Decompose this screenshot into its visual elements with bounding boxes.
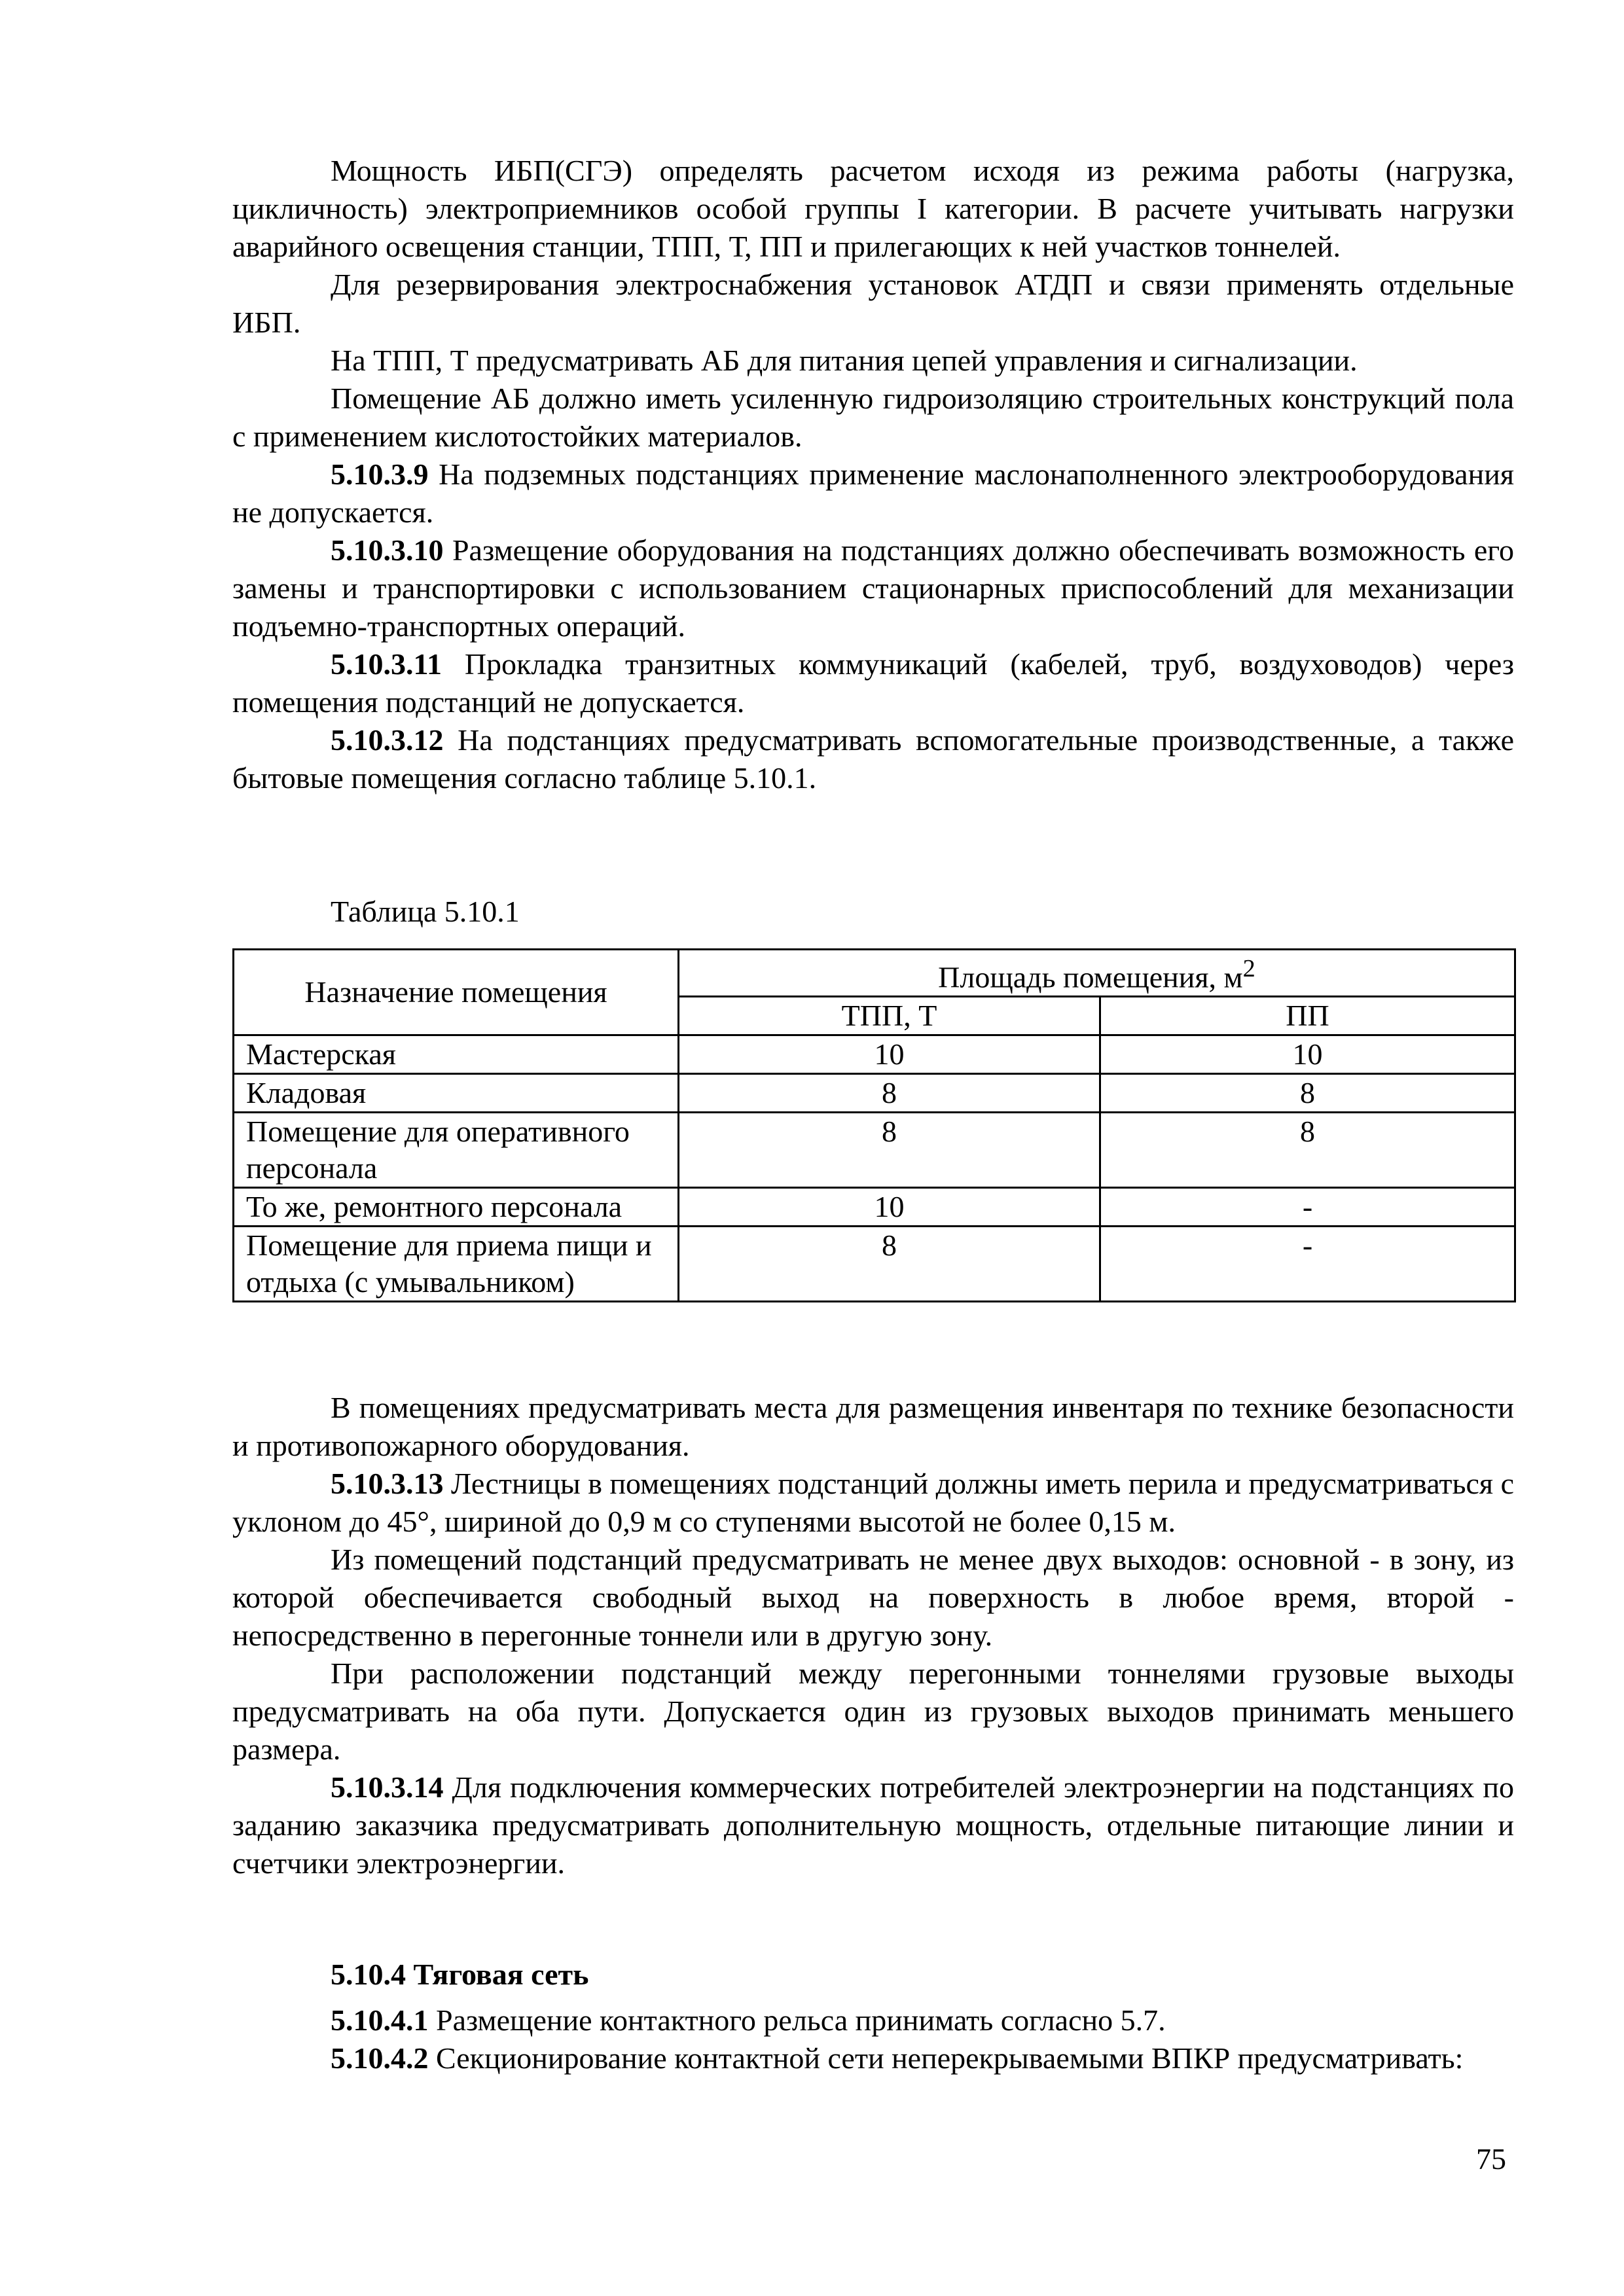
- clause-number: 5.10.3.12: [331, 723, 444, 757]
- paragraph: Мощность ИБП(СГЭ) определять расчетом исходя из режима работы (нагрузка, цикличность) электроприемников особой группы I категории. В расчете учитывать нагрузки аварийного освещения станции, ТПП, Т, ПП и прилегающих к ней участков тоннелей.: [232, 154, 1514, 263]
- clause-number: 5.10.4.2: [331, 2041, 429, 2075]
- clause-number: 5.10.3.9: [331, 457, 429, 491]
- cell-room: Помещение для оперативного персонала: [234, 1113, 679, 1188]
- top-text-block: [232, 152, 1514, 797]
- table-caption: Таблица 5.10.1: [331, 895, 520, 928]
- table-row: [234, 1113, 1515, 1188]
- clause-number: 5.10.3.13: [331, 1467, 444, 1500]
- header-room-area: Площадь помещения, $м^2$: [679, 950, 1515, 997]
- cell-tpp: 10: [679, 1035, 1100, 1074]
- table-row: [234, 1035, 1515, 1074]
- paragraph: Помещение АБ должно иметь усиленную гидроизоляцию строительных конструкций пола с применением кислотостойких материалов.: [232, 382, 1514, 453]
- section-5-10-4: [232, 1956, 1514, 2077]
- cell-room: Кладовая: [234, 1074, 679, 1113]
- cell-tpp: 8: [679, 1113, 1100, 1188]
- clause-5-10-4-1: 5.10.4.1 Размещение контактного рельса принимать согласно 5.7.: [331, 2003, 1166, 2037]
- cell-pp: -: [1100, 1188, 1515, 1227]
- paragraph: В помещениях предусматривать места для размещения инвентаря по технике безопасности и противопожарного оборудования.: [232, 1391, 1514, 1462]
- cell-pp: 8: [1100, 1113, 1515, 1188]
- cell-room: Мастерская: [234, 1035, 679, 1074]
- clause-5-10-3-14: 5.10.3.14 Для подключения коммерческих потребителей электроэнергии на подстанциях по заданию заказчика предусматривать дополнительную мощность, отдельные питающие линии и счетчики электроэнергии.: [232, 1770, 1514, 1880]
- clause-5-10-3-13: 5.10.3.13 Лестницы в помещениях подстанций должны иметь перила и предусматриваться с уклоном до 45°, шириной до 0,9 м со ступенями высотой не более 0,15 м.: [232, 1467, 1514, 1538]
- table-row: [234, 1074, 1515, 1113]
- cell-pp: 8: [1100, 1074, 1515, 1113]
- header-col-pp: ПП: [1100, 997, 1515, 1035]
- cell-room: Помещение для приема пищи и отдыха (с умывальником): [234, 1227, 679, 1302]
- clause-5-10-3-12: 5.10.3.12 На подстанциях предусматривать вспомогательные производственные, а также бытовые помещения согласно таблице 5.10.1.: [232, 723, 1514, 795]
- rooms-area-table: [232, 948, 1516, 1302]
- cell-room: То же, ремонтного персонала: [234, 1188, 679, 1227]
- clause-number: 5.10.3.10: [331, 533, 444, 567]
- clause-5-10-3-11: 5.10.3.11 Прокладка транзитных коммуникаций (кабелей, труб, воздуховодов) через помещения подстанций не допускается.: [232, 647, 1515, 719]
- cell-tpp: 10: [679, 1188, 1100, 1227]
- superscript: 2: [1242, 955, 1255, 982]
- header-room-purpose: Назначение помещения: [234, 950, 679, 1035]
- cell-pp: 10: [1100, 1035, 1515, 1074]
- cell-tpp: 8: [679, 1227, 1100, 1302]
- paragraph: Из помещений подстанций предусматривать не менее двух выходов: основной - в зону, из которой обеспечивается свободный выход на поверхность в любое время, второй - непосредственно в перегонные тоннели или в другую зону.: [232, 1543, 1514, 1652]
- clause-number: 5.10.4.1: [331, 2003, 429, 2037]
- header-col-tpp: ТПП, Т: [679, 997, 1100, 1035]
- cell-pp: -: [1100, 1227, 1515, 1302]
- table-row: [234, 1188, 1515, 1227]
- clause-5-10-3-9: 5.10.3.9 На подземных подстанциях применение маслонаполненного электрооборудования не допускается.: [232, 457, 1514, 529]
- clause-number: 5.10.3.11: [331, 647, 442, 681]
- bottom-text-block: [232, 1389, 1514, 1882]
- clause-5-10-4-2: 5.10.4.2 Секционирование контактной сети неперекрываемыми ВПКР предусматривать:: [331, 2041, 1464, 2075]
- paragraph: При расположении подстанций между перегонными тоннелями грузовые выходы предусматривать на оба пути. Допускается один из грузовых выходов принимать меньшего размера.: [232, 1657, 1514, 1766]
- cell-tpp: 8: [679, 1074, 1100, 1113]
- clause-5-10-3-10: 5.10.3.10 Размещение оборудования на подстанциях должно обеспечивать возможность его замены и транспортировки с использованием стационарных приспособлений для механизации подъемно-транспортных операций.: [232, 533, 1515, 643]
- paragraph: На ТПП, Т предусматривать АБ для питания цепей управления и сигнализации.: [331, 344, 1358, 377]
- clause-number: 5.10.3.14: [331, 1770, 444, 1804]
- table-row: [234, 1227, 1515, 1302]
- paragraph: Для резервирования электроснабжения установок АТДП и связи применять отдельные ИБП.: [232, 268, 1514, 339]
- page-number: 75: [1476, 2142, 1506, 2176]
- section-heading: 5.10.4 Тяговая сеть: [331, 1958, 589, 1991]
